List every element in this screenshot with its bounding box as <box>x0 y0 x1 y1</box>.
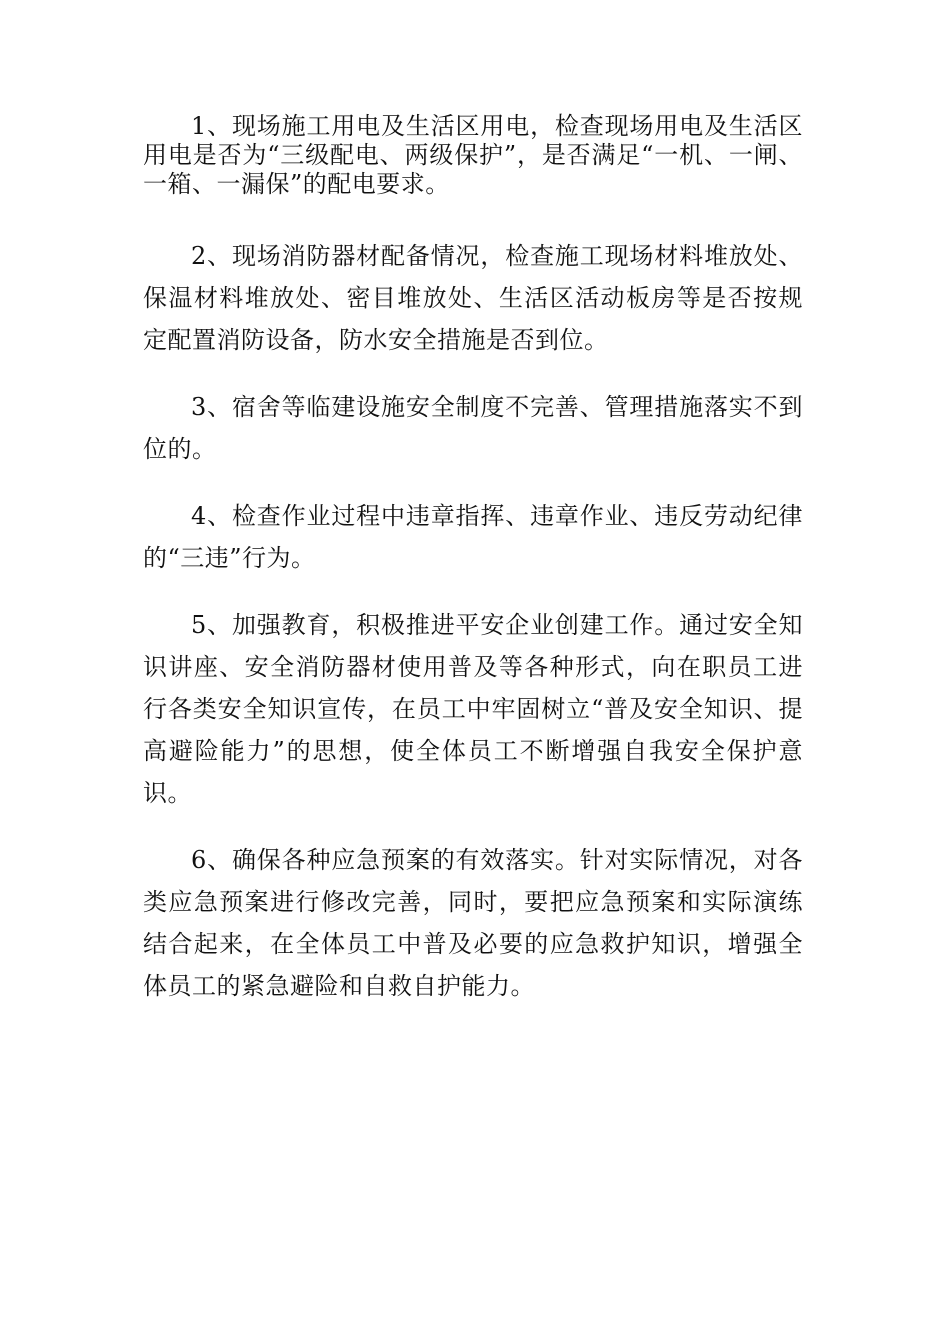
paragraph-2: 2、现场消防器材配备情况，检查施工现场材料堆放处、保温材料堆放处、密目堆放处、生活区活动板房等是否按规定配置消防设备，防水安全措施是否到位。 <box>143 242 803 354</box>
paragraph-3: 3、宿舍等临建设施安全制度不完善、管理措施落实不到位的。 <box>143 393 803 463</box>
paragraph-4: 4、检查作业过程中违章指挥、违章作业、违反劳动纪律的“三违”行为。 <box>143 502 803 572</box>
paragraph-5: 5、加强教育，积极推进平安企业创建工作。通过安全知识讲座、安全消防器材使用普及等各种形式，向在职员工进行各类安全知识宣传，在员工中牢固树立“普及安全知识、提高避险能力”的思想，使全体员工不断增强自我安全保护意识。 <box>143 611 803 807</box>
paragraph-6: 6、确保各种应急预案的有效落实。针对实际情况，对各类应急预案进行修改完善，同时，要把应急预案和实际演练结合起来，在全体员工中普及必要的应急救护知识，增强全体员工的紧急避险和自救自护能力。 <box>143 846 803 1000</box>
paragraph-1: 1、现场施工用电及生活区用电，检查现场用电及生活区用电是否为“三级配电、两级保护”，是否满足“一机、一闸、一箱、一漏保”的配电要求。 <box>143 112 803 198</box>
document-body <box>143 112 803 1032</box>
